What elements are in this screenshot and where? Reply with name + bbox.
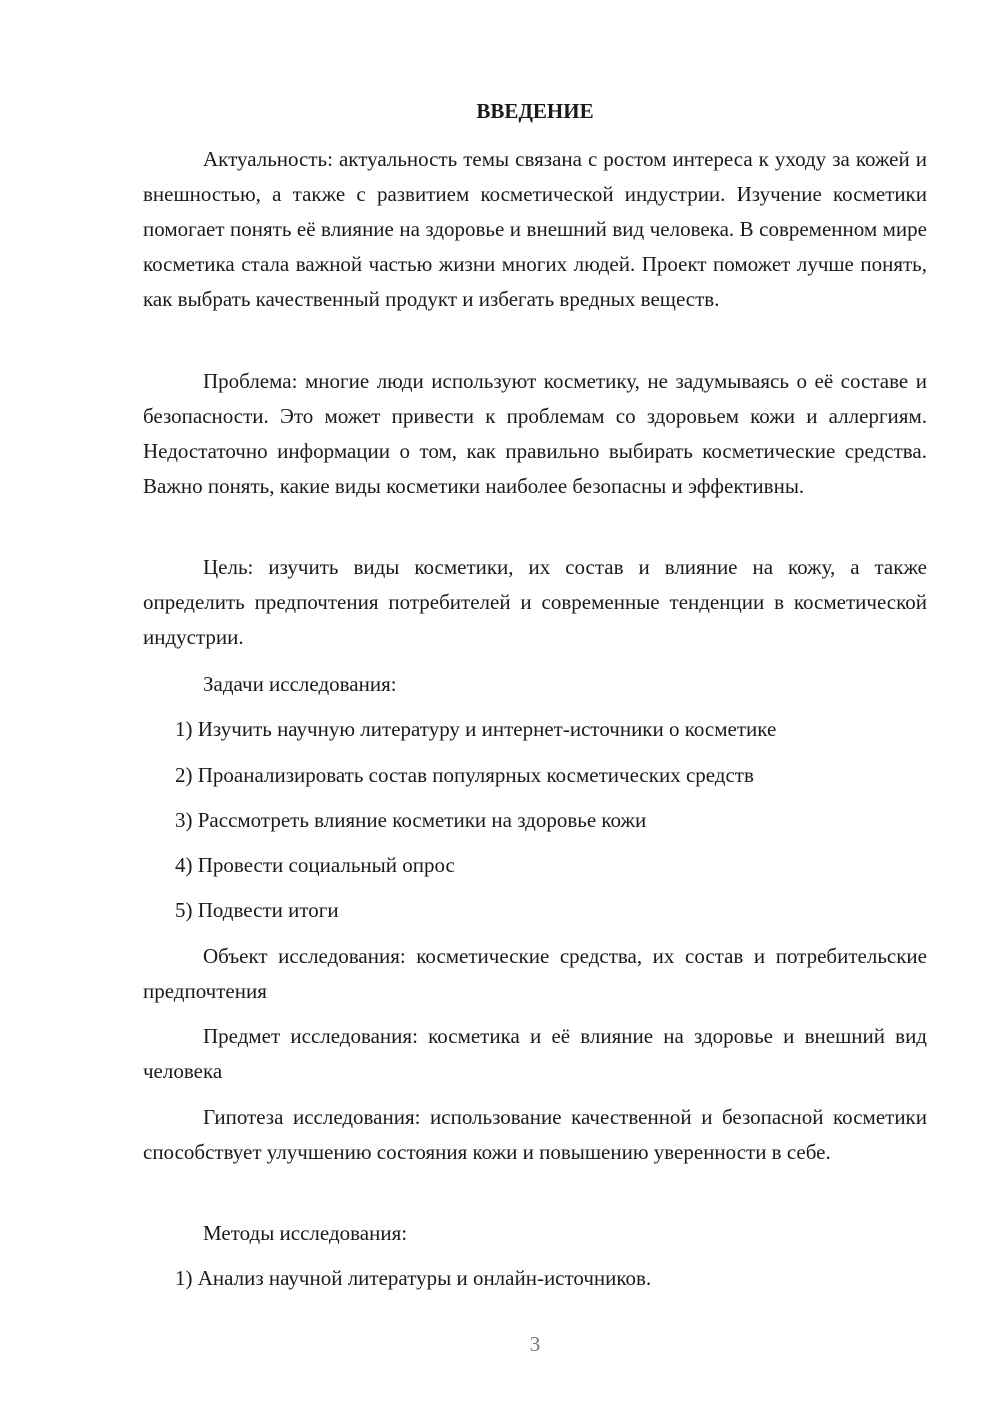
task-item-3: 3) Рассмотреть влияние косметики на здоровье кожи bbox=[175, 808, 647, 832]
page-title: ВВЕДЕНИЕ bbox=[476, 99, 594, 123]
task-item-4: 4) Провести социальный опрос bbox=[175, 853, 455, 877]
task-item-1: 1) Изучить научную литературу и интернет-источники о косметике bbox=[175, 717, 777, 741]
method-item-1: 1) Анализ научной литературы и онлайн-источников. bbox=[175, 1266, 652, 1290]
hypothesis-paragraph: Гипотеза исследования: использование качественной и безопасной косметики способствует улучшению состояния кожи и повышению уверенности в себе. bbox=[143, 1105, 927, 1164]
relevance-paragraph: Актуальность: актуальность темы связана с ростом интереса к уходу за кожей и внешностью, а также с развитием косметической индустрии. Изучение косметики помогает понять её влияние на здоровье и внешний вид человека. В современном мире косметика стала важной частью жизни многих людей. Проект поможет лучше понять, как выбрать качественный продукт и избегать вредных веществ. bbox=[143, 147, 927, 311]
object-paragraph: Объект исследования: косметические средства, их состав и потребительские предпочтения bbox=[143, 944, 927, 1003]
task-item-5: 5) Подвести итоги bbox=[175, 898, 339, 922]
goal-paragraph: Цель: изучить виды косметики, их состав и влияние на кожу, а также определить предпочтения потребителей и современные тенденции в косметической индустрии. bbox=[143, 555, 927, 649]
subject-paragraph: Предмет исследования: косметика и её влияние на здоровье и внешний вид человека bbox=[143, 1024, 927, 1083]
methods-heading: Методы исследования: bbox=[203, 1221, 408, 1245]
task-item-2: 2) Проанализировать состав популярных косметических средств bbox=[175, 763, 754, 787]
problem-paragraph: Проблема: многие люди используют косметику, не задумываясь о её составе и безопасности. Это может привести к проблемам со здоровьем кожи и аллергиям. Недостаточно информации о том, как правильно выбирать косметические средства. Важно понять, какие виды косметики наиболее безопасны и эффективны. bbox=[143, 369, 927, 498]
tasks-heading: Задачи исследования: bbox=[203, 672, 397, 696]
page-number: 3 bbox=[529, 1332, 541, 1356]
